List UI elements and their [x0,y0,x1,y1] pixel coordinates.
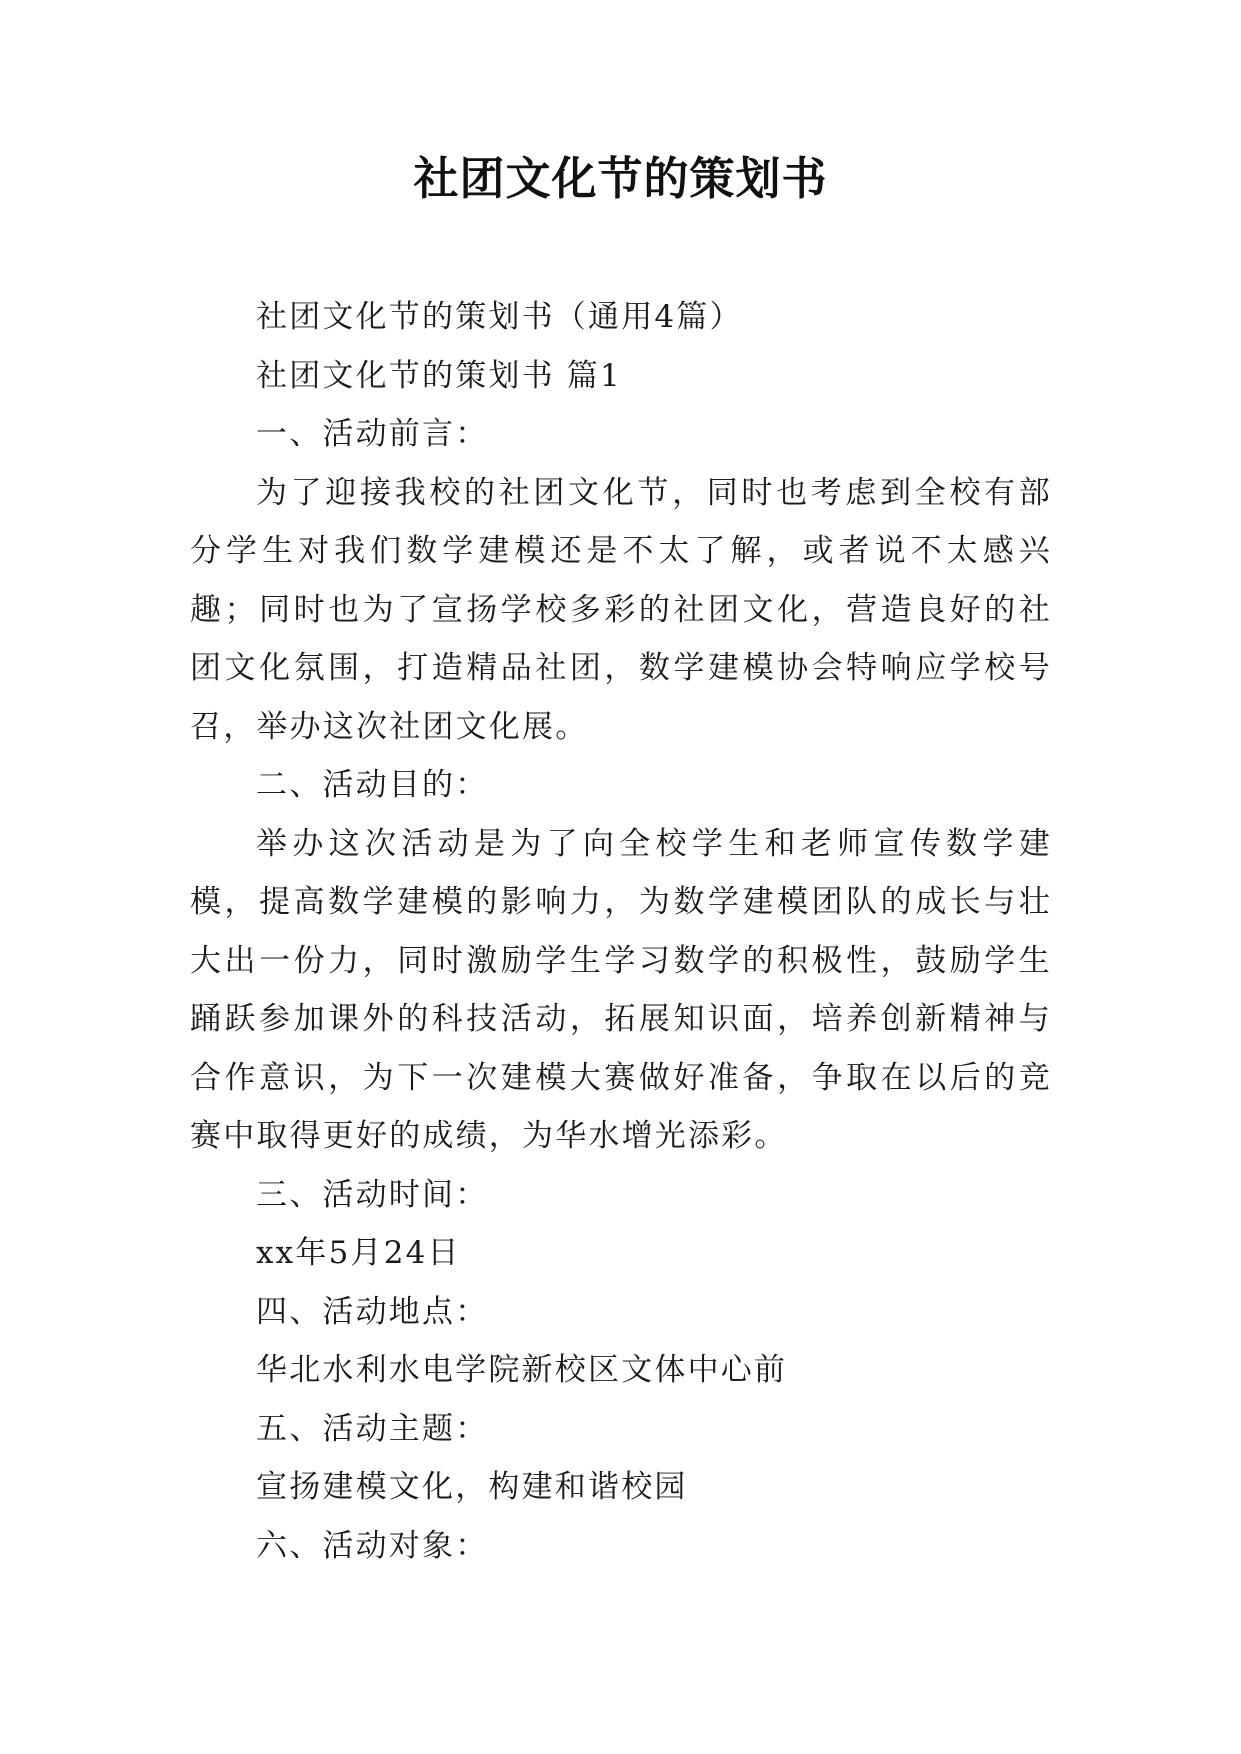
time-value: xx年5月24日 [256,1235,461,1271]
part-heading: 社团文化节的策划书 篇1 [256,357,622,394]
section-heading-theme: 五、活动主题： [256,1410,489,1447]
preface-paragraph: 为了迎接我校的社团文化节，同时也考虑到全校有部分学生对我们数学建模还是不太了解，或者说不太感兴趣；同时也为了宣扬学校多彩的社团文化，营造良好的社团文化氛围，打造精品社团，数学建模协会特响应学校号召，举办这次社团文化展。 [190,474,1052,745]
document-title: 社团文化节的策划书 [413,152,828,205]
document-body [190,288,1052,1575]
section-heading-audience: 六、活动对象： [256,1527,489,1564]
purpose-paragraph: 举办这次活动是为了向全校学生和老师宣传数学建模，提高数学建模的影响力，为数学建模团队的成长与壮大出一份力，同时激励学生学习数学的积极性，鼓励学生踊跃参加课外的科技活动，拓展知识面，培养创新精神与合作意识，为下一次建模大赛做好准备，争取在以后的竞赛中取得更好的成绩，为华水增光添彩。 [190,825,1052,1154]
place-value: 华北水利水电学院新校区文体中心前 [256,1352,788,1388]
theme-value: 宣扬建模文化，构建和谐校园 [256,1469,688,1505]
section-heading-preface: 一、活动前言： [256,416,489,452]
section-heading-time: 三、活动时间： [256,1176,489,1213]
document-subtitle: 社团文化节的策划书（通用4篇） [256,299,743,335]
section-heading-purpose: 二、活动目的： [256,767,489,803]
section-heading-place: 四、活动地点： [256,1293,489,1330]
